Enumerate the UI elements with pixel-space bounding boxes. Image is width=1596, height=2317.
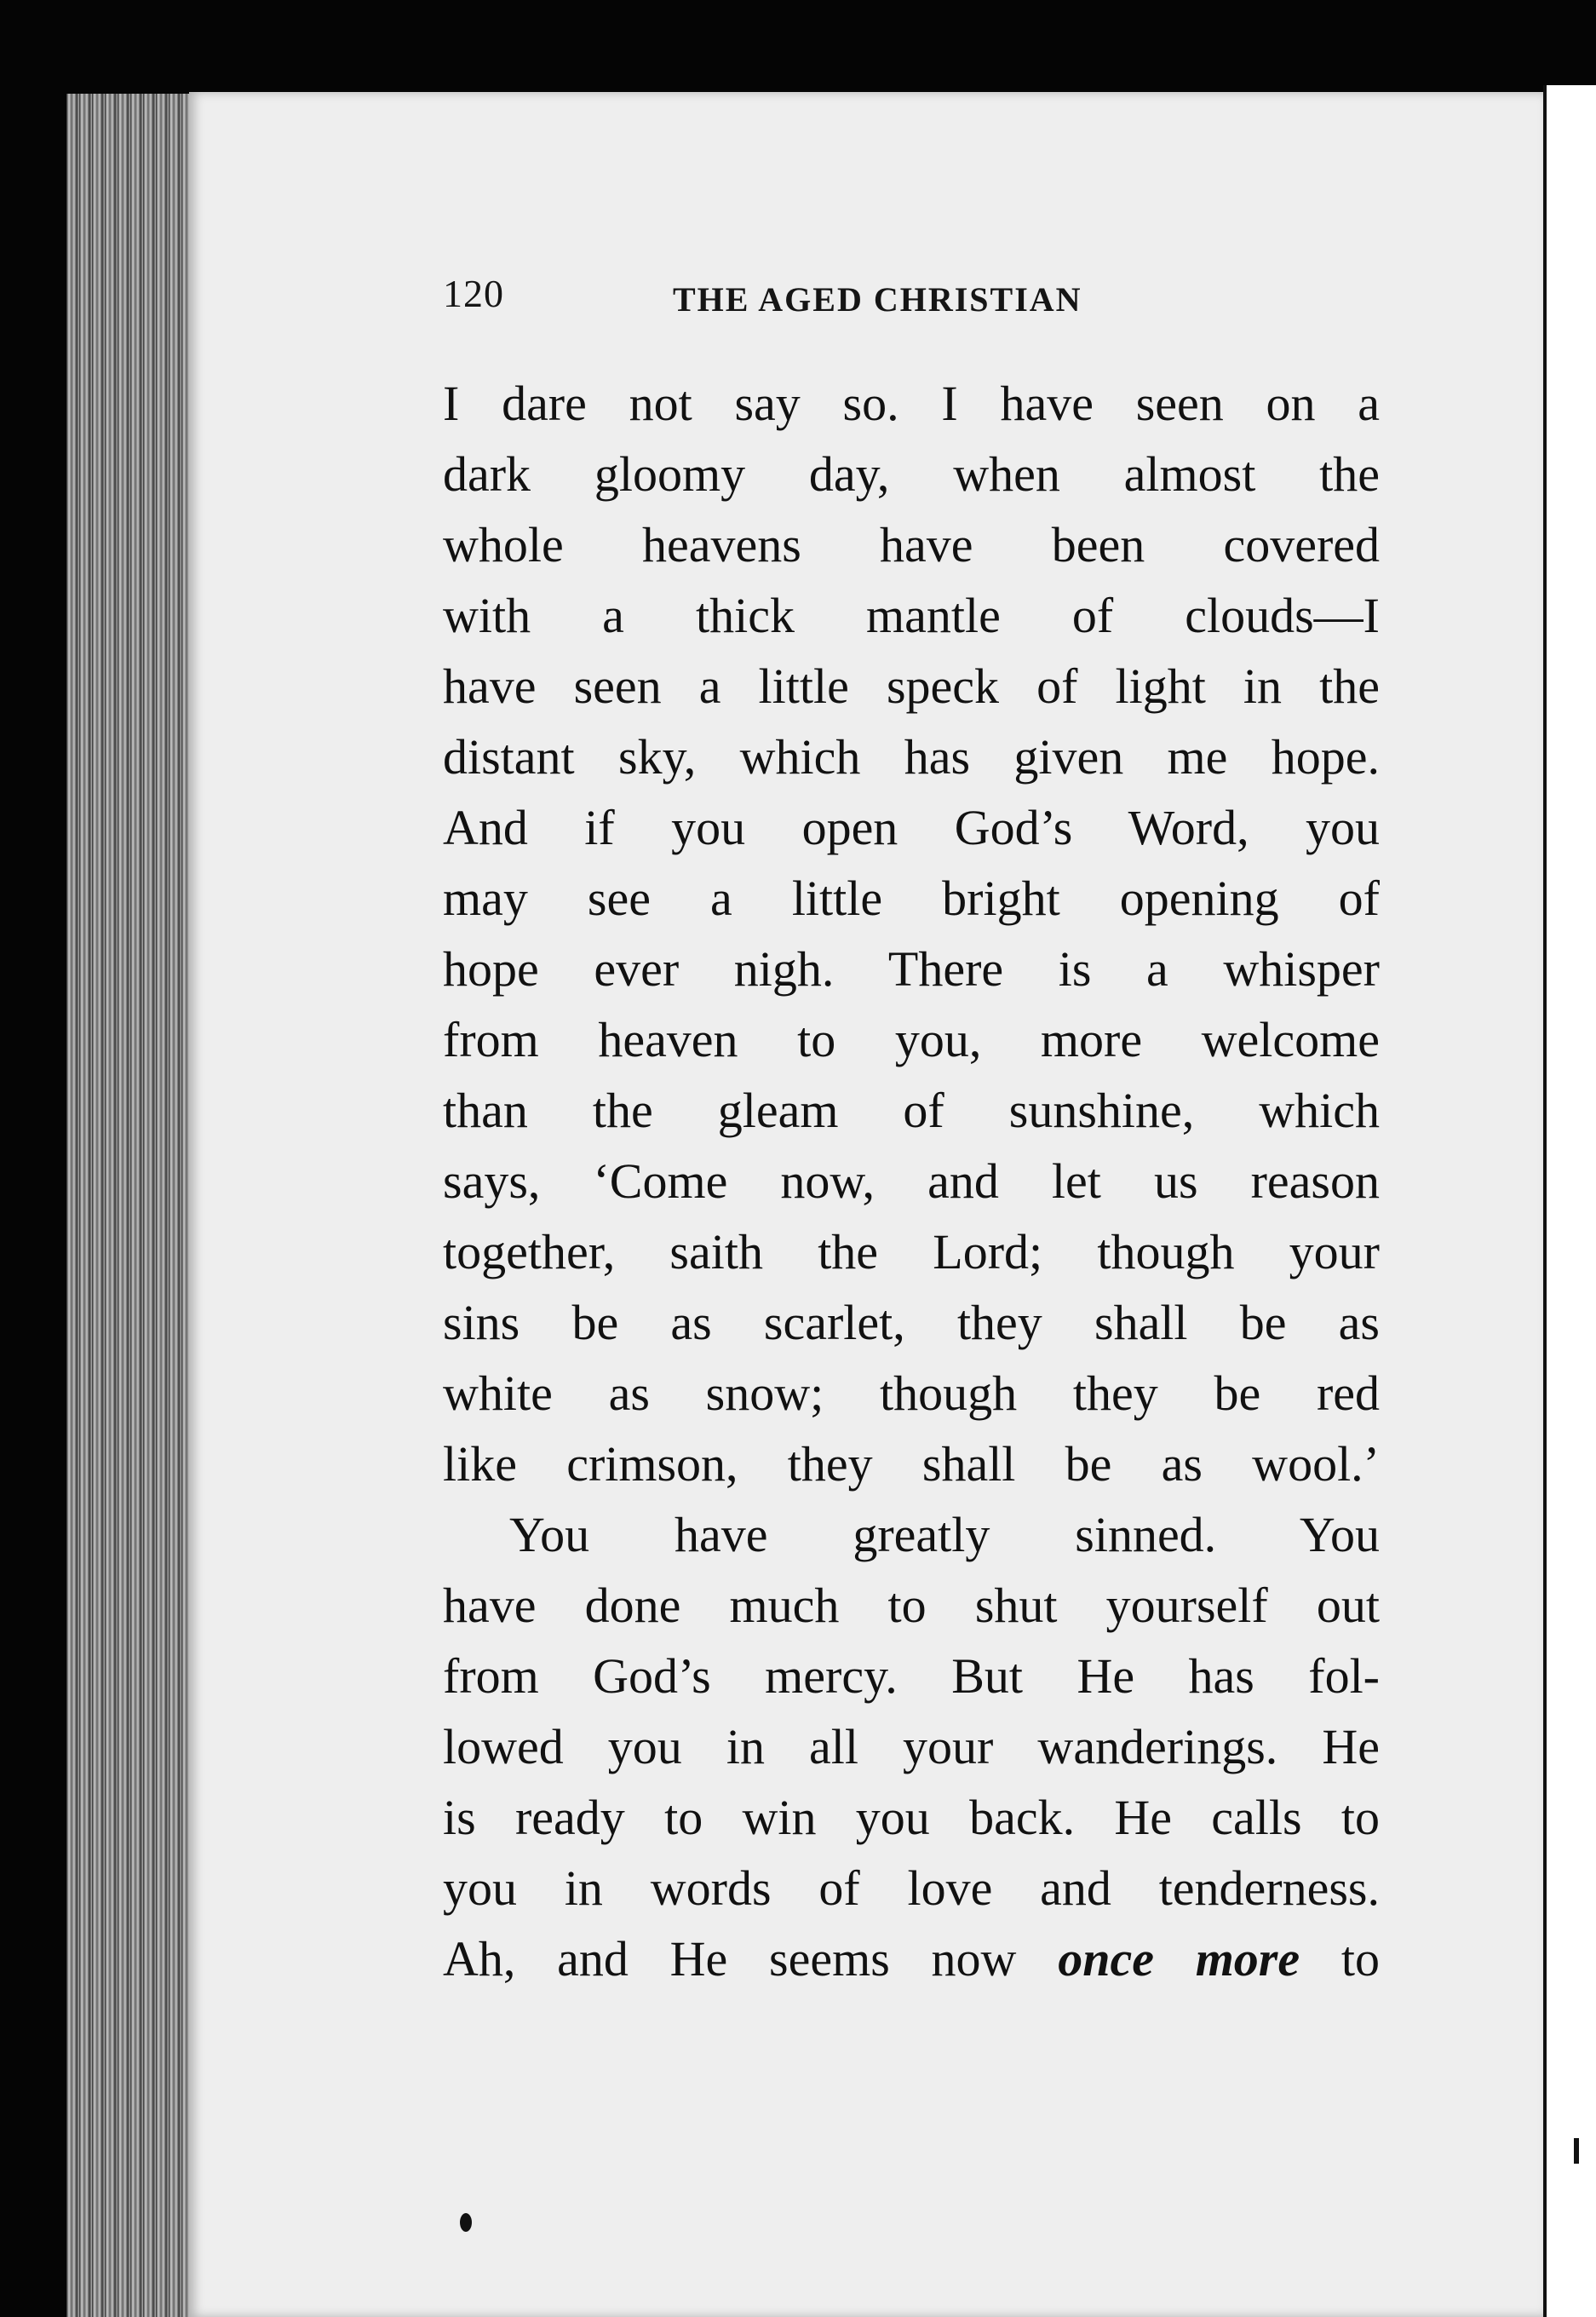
page-number: 120	[443, 272, 504, 315]
text-line: I dare not say so. I have seen on a	[443, 376, 1380, 431]
text-line: lowed you in all your wanderings. He	[443, 1719, 1380, 1774]
running-head: THE AGED CHRISTIAN	[673, 280, 1082, 319]
body-text	[443, 368, 1380, 1994]
text-line: dark gloomy day, when almost the	[443, 446, 1380, 502]
text-line: have seen a little speck of light in the	[443, 658, 1380, 714]
book-page-edges	[66, 94, 194, 2317]
text-line: from God’s mercy. But He has fol-	[443, 1648, 1380, 1704]
text-line: you in words of love and tenderness.	[443, 1860, 1380, 1916]
margin-mark	[1574, 2138, 1579, 2164]
text-line: sins be as scarlet, they shall be as	[443, 1295, 1380, 1350]
text-line: distant sky, which has given me hope.	[443, 729, 1380, 785]
text-line: have done much to shut yourself out	[443, 1578, 1380, 1633]
facing-page-edge	[1543, 85, 1596, 2317]
paragraph-start-line: You have greatly sinned. You	[509, 1507, 1380, 1562]
text-line: whole heavens have been covered	[443, 517, 1380, 572]
page-header	[443, 271, 1388, 331]
text-line: says, ‘Come now, and let us reason	[443, 1153, 1380, 1209]
emphasis-text: once more	[1058, 1931, 1300, 1986]
last-line-start: Ah, and He seems now	[443, 1931, 1059, 1986]
last-line-end: to	[1300, 1931, 1380, 1986]
text-line: with a thick mantle of clouds—I	[443, 588, 1380, 643]
text-line: from heaven to you, more welcome	[443, 1012, 1380, 1067]
text-line: like crimson, they shall be as wool.’	[443, 1436, 1380, 1492]
ink-dot-mark	[460, 2213, 472, 2232]
text-line-last	[443, 1923, 1380, 1994]
text-line: together, saith the Lord; though your	[443, 1224, 1380, 1279]
text-line: And if you open God’s Word, you	[443, 800, 1380, 855]
text-line: white as snow; though they be red	[443, 1365, 1380, 1421]
text-line: hope ever nigh. There is a whisper	[443, 941, 1380, 997]
text-line: than the gleam of sunshine, which	[443, 1083, 1380, 1138]
text-line: is ready to win you back. He calls to	[443, 1790, 1380, 1845]
text-line: may see a little bright opening of	[443, 871, 1380, 926]
